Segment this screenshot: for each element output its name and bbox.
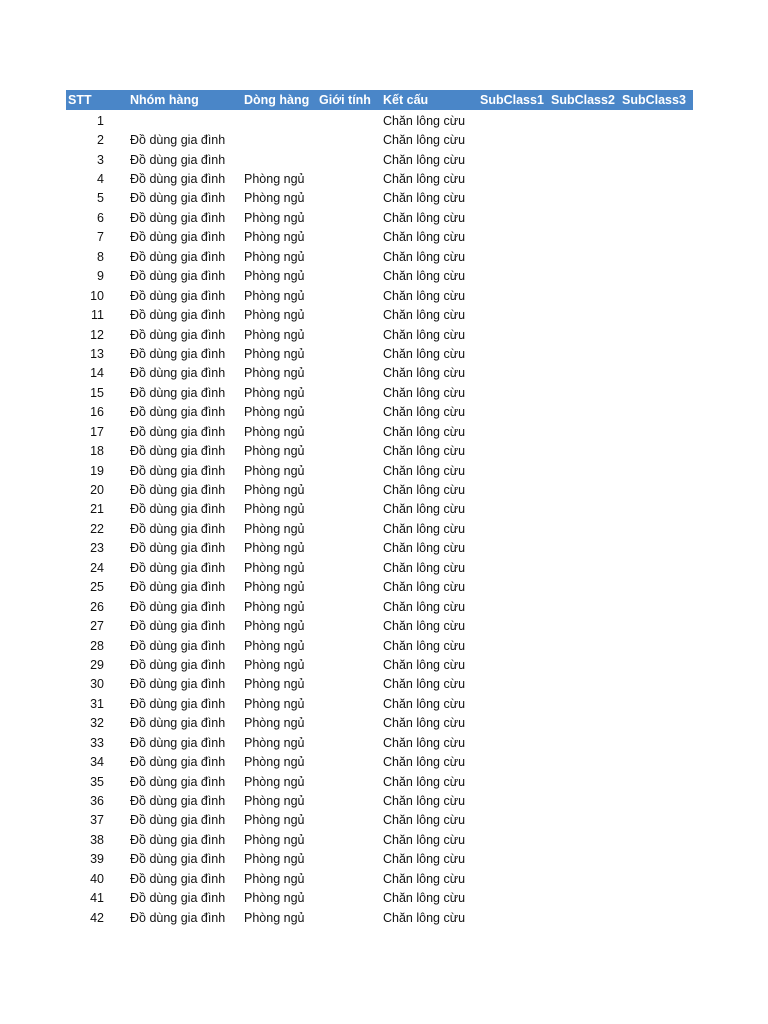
table-row xyxy=(66,228,693,247)
cell-stt[interactable]: 15 xyxy=(90,385,104,400)
cell-structure[interactable]: Chăn lông cừu xyxy=(383,716,466,731)
cell-stt[interactable]: 19 xyxy=(90,463,104,478)
cell-stt[interactable]: 29 xyxy=(90,657,104,672)
table-header xyxy=(66,90,693,110)
cell-structure[interactable]: Chăn lông cừu xyxy=(383,619,466,634)
cell-structure[interactable]: Chăn lông cừu xyxy=(383,541,466,556)
cell-structure[interactable]: Chăn lông cừu xyxy=(383,385,466,400)
cell-product-line[interactable]: Phòng ngủ xyxy=(244,716,305,731)
cell-product-line[interactable]: Phòng ngủ xyxy=(244,657,305,672)
cell-stt[interactable]: 27 xyxy=(90,619,104,634)
cell-product-group[interactable]: Đồ dùng gia đình xyxy=(130,424,226,439)
table-row xyxy=(66,597,693,616)
cell-structure[interactable]: Chăn lông cừu xyxy=(383,308,466,323)
header-product-line[interactable]: Dòng hàng xyxy=(244,93,310,107)
cell-stt[interactable]: 42 xyxy=(90,910,104,925)
cell-product-group[interactable]: Đồ dùng gia đình xyxy=(130,657,226,672)
table-row xyxy=(66,714,693,733)
header-stt[interactable]: STT xyxy=(68,93,92,107)
cell-stt[interactable]: 24 xyxy=(90,560,104,575)
cell-structure[interactable]: Chăn lông cừu xyxy=(383,288,466,303)
table-row xyxy=(66,558,693,577)
cell-product-line[interactable]: Phòng ngủ xyxy=(244,910,305,925)
cell-stt[interactable]: 5 xyxy=(97,191,104,206)
header-subclass2[interactable]: SubClass2 xyxy=(551,93,615,107)
cell-structure[interactable]: Chăn lông cừu xyxy=(383,230,466,245)
cell-product-line[interactable]: Phòng ngủ xyxy=(244,405,305,420)
table-row xyxy=(66,850,693,869)
cell-structure[interactable]: Chăn lông cừu xyxy=(383,657,466,672)
cell-product-line[interactable]: Phòng ngủ xyxy=(244,696,305,711)
cell-structure[interactable]: Chăn lông cừu xyxy=(383,210,466,225)
cell-stt[interactable]: 34 xyxy=(90,755,104,770)
cell-stt[interactable]: 35 xyxy=(90,774,104,789)
cell-product-line[interactable]: Phòng ngủ xyxy=(244,774,305,789)
table-row xyxy=(66,811,693,830)
cell-structure[interactable]: Chăn lông cừu xyxy=(383,774,466,789)
cell-product-line[interactable]: Phòng ngủ xyxy=(244,755,305,770)
header-subclass3[interactable]: SubClass3 xyxy=(622,93,686,107)
cell-structure[interactable]: Chăn lông cừu xyxy=(383,599,466,614)
cell-product-line[interactable]: Phòng ngủ xyxy=(244,191,305,206)
cell-stt[interactable]: 4 xyxy=(97,172,104,187)
cell-product-line[interactable]: Phòng ngủ xyxy=(244,327,305,342)
cell-structure[interactable]: Chăn lông cừu xyxy=(383,502,466,517)
cell-product-group[interactable]: Đồ dùng gia đình xyxy=(130,191,226,206)
cell-stt[interactable]: 28 xyxy=(90,638,104,653)
table-row xyxy=(66,500,693,519)
cell-product-line[interactable]: Phòng ngủ xyxy=(244,560,305,575)
cell-product-line[interactable]: Phòng ngủ xyxy=(244,366,305,381)
cell-product-group[interactable]: Đồ dùng gia đình xyxy=(130,210,226,225)
table-row xyxy=(66,247,693,266)
cell-product-group[interactable]: Đồ dùng gia đình xyxy=(130,774,226,789)
cell-stt[interactable]: 11 xyxy=(91,308,104,323)
cell-product-line[interactable]: Phòng ngủ xyxy=(244,891,305,906)
cell-product-group[interactable]: Đồ dùng gia đình xyxy=(130,308,226,323)
cell-structure[interactable]: Chăn lông cừu xyxy=(383,483,466,498)
cell-structure[interactable]: Chăn lông cừu xyxy=(383,152,466,167)
cell-product-group[interactable]: Đồ dùng gia đình xyxy=(130,735,226,750)
table-row xyxy=(66,150,693,169)
table-row xyxy=(66,441,693,460)
cell-product-group[interactable]: Đồ dùng gia đình xyxy=(130,696,226,711)
table-row xyxy=(66,305,693,324)
table-row xyxy=(66,325,693,344)
cell-structure[interactable]: Chăn lông cừu xyxy=(383,444,466,459)
cell-structure[interactable]: Chăn lông cừu xyxy=(383,521,466,536)
cell-product-line[interactable]: Phòng ngủ xyxy=(244,385,305,400)
cell-stt[interactable]: 9 xyxy=(97,269,104,284)
cell-stt[interactable]: 6 xyxy=(97,210,104,225)
cell-structure[interactable]: Chăn lông cừu xyxy=(383,871,466,886)
cell-stt[interactable]: 38 xyxy=(90,832,104,847)
table-row xyxy=(66,383,693,402)
table-row xyxy=(66,616,693,635)
cell-structure[interactable]: Chăn lông cừu xyxy=(383,852,466,867)
cell-stt[interactable]: 32 xyxy=(90,716,104,731)
cell-product-line[interactable]: Phòng ngủ xyxy=(244,424,305,439)
table-row xyxy=(66,267,693,286)
table-row xyxy=(66,364,693,383)
cell-product-group[interactable]: Đồ dùng gia đình xyxy=(130,832,226,847)
cell-structure[interactable]: Chăn lông cừu xyxy=(383,638,466,653)
table-row xyxy=(66,480,693,499)
table-row xyxy=(66,772,693,791)
cell-stt[interactable]: 12 xyxy=(90,327,104,342)
header-subclass1[interactable]: SubClass1 xyxy=(480,93,544,107)
cell-product-line[interactable]: Phòng ngủ xyxy=(244,852,305,867)
cell-product-group[interactable]: Đồ dùng gia đình xyxy=(130,599,226,614)
cell-product-group[interactable]: Đồ dùng gia đình xyxy=(130,249,226,264)
spreadsheet xyxy=(66,90,693,927)
cell-product-group[interactable]: Đồ dùng gia đình xyxy=(130,638,226,653)
cell-stt[interactable]: 3 xyxy=(97,152,104,167)
cell-structure[interactable]: Chăn lông cừu xyxy=(383,580,466,595)
cell-structure[interactable]: Chăn lông cừu xyxy=(383,813,466,828)
cell-product-group[interactable]: Đồ dùng gia đình xyxy=(130,716,226,731)
cell-product-line[interactable]: Phòng ngủ xyxy=(244,735,305,750)
table-row xyxy=(66,889,693,908)
cell-structure[interactable]: Chăn lông cừu xyxy=(383,677,466,692)
cell-product-line[interactable]: Phòng ngủ xyxy=(244,308,305,323)
cell-product-group[interactable]: Đồ dùng gia đình xyxy=(130,502,226,517)
cell-product-group[interactable]: Đồ dùng gia đình xyxy=(130,366,226,381)
cell-stt[interactable]: 18 xyxy=(90,444,104,459)
cell-product-line[interactable]: Phòng ngủ xyxy=(244,794,305,809)
cell-product-group[interactable]: Đồ dùng gia đình xyxy=(130,813,226,828)
cell-product-group[interactable]: Đồ dùng gia đình xyxy=(130,910,226,925)
cell-stt[interactable]: 16 xyxy=(90,405,104,420)
cell-product-group[interactable]: Đồ dùng gia đình xyxy=(130,152,226,167)
table-row xyxy=(66,694,693,713)
cell-structure[interactable]: Chăn lông cừu xyxy=(383,249,466,264)
cell-stt[interactable]: 14 xyxy=(90,366,104,381)
cell-product-group[interactable]: Đồ dùng gia đình xyxy=(130,677,226,692)
cell-product-group[interactable]: Đồ dùng gia đình xyxy=(130,891,226,906)
cell-structure[interactable]: Chăn lông cừu xyxy=(383,832,466,847)
cell-product-group[interactable]: Đồ dùng gia đình xyxy=(130,483,226,498)
table-row xyxy=(66,519,693,538)
cell-stt[interactable]: 13 xyxy=(90,346,104,361)
cell-product-group[interactable]: Đồ dùng gia đình xyxy=(130,269,226,284)
cell-product-group[interactable]: Đồ dùng gia đình xyxy=(130,852,226,867)
table-row xyxy=(66,461,693,480)
cell-stt[interactable]: 40 xyxy=(90,871,104,886)
cell-stt[interactable]: 2 xyxy=(97,133,104,148)
table-row xyxy=(66,130,693,149)
cell-stt[interactable]: 21 xyxy=(90,502,104,517)
cell-stt[interactable]: 39 xyxy=(90,852,104,867)
cell-product-line[interactable]: Phòng ngủ xyxy=(244,230,305,245)
cell-product-line[interactable]: Phòng ngủ xyxy=(244,638,305,653)
cell-stt[interactable]: 23 xyxy=(90,541,104,556)
table-row xyxy=(66,578,693,597)
cell-product-group[interactable]: Đồ dùng gia đình xyxy=(130,560,226,575)
cell-stt[interactable]: 10 xyxy=(90,288,104,303)
cell-structure[interactable]: Chăn lông cừu xyxy=(383,269,466,284)
table-row xyxy=(66,169,693,188)
cell-product-group[interactable]: Đồ dùng gia đình xyxy=(130,619,226,634)
table-row xyxy=(66,869,693,888)
table-row xyxy=(66,539,693,558)
cell-stt[interactable]: 25 xyxy=(90,580,104,595)
cell-product-line[interactable]: Phòng ngủ xyxy=(244,288,305,303)
table-row xyxy=(66,908,693,927)
table-row xyxy=(66,791,693,810)
table-row xyxy=(66,830,693,849)
cell-product-group[interactable]: Đồ dùng gia đình xyxy=(130,230,226,245)
header-product-group[interactable]: Nhóm hàng xyxy=(130,93,199,107)
cell-product-line[interactable]: Phòng ngủ xyxy=(244,502,305,517)
cell-structure[interactable]: Chăn lông cừu xyxy=(383,794,466,809)
cell-structure[interactable]: Chăn lông cừu xyxy=(383,327,466,342)
cell-stt[interactable]: 7 xyxy=(97,230,104,245)
cell-product-group[interactable]: Đồ dùng gia đình xyxy=(130,755,226,770)
cell-stt[interactable]: 20 xyxy=(90,483,104,498)
cell-product-line[interactable]: Phòng ngủ xyxy=(244,813,305,828)
cell-structure[interactable]: Chăn lông cừu xyxy=(383,424,466,439)
cell-stt[interactable]: 26 xyxy=(90,599,104,614)
cell-structure[interactable]: Chăn lông cừu xyxy=(383,891,466,906)
table-row xyxy=(66,208,693,227)
cell-product-group[interactable]: Đồ dùng gia đình xyxy=(130,521,226,536)
cell-stt[interactable]: 31 xyxy=(90,696,104,711)
cell-product-line[interactable]: Phòng ngủ xyxy=(244,832,305,847)
cell-product-line[interactable]: Phòng ngủ xyxy=(244,599,305,614)
cell-structure[interactable]: Chăn lông cừu xyxy=(383,191,466,206)
cell-product-line[interactable]: Phòng ngủ xyxy=(244,269,305,284)
cell-structure[interactable]: Chăn lông cừu xyxy=(383,463,466,478)
cell-product-group[interactable]: Đồ dùng gia đình xyxy=(130,794,226,809)
cell-stt[interactable]: 41 xyxy=(90,891,104,906)
cell-product-group[interactable]: Đồ dùng gia đình xyxy=(130,172,226,187)
cell-product-line[interactable]: Phòng ngủ xyxy=(244,483,305,498)
cell-product-group[interactable]: Đồ dùng gia đình xyxy=(130,463,226,478)
cell-product-line[interactable]: Phòng ngủ xyxy=(244,210,305,225)
cell-product-group[interactable]: Đồ dùng gia đình xyxy=(130,288,226,303)
cell-structure[interactable]: Chăn lông cừu xyxy=(383,560,466,575)
cell-product-line[interactable]: Phòng ngủ xyxy=(244,541,305,556)
cell-structure[interactable]: Chăn lông cừu xyxy=(383,735,466,750)
table-row xyxy=(66,422,693,441)
cell-stt[interactable]: 17 xyxy=(90,424,104,439)
cell-structure[interactable]: Chăn lông cừu xyxy=(383,405,466,420)
cell-structure[interactable]: Chăn lông cừu xyxy=(383,133,466,148)
cell-stt[interactable]: 36 xyxy=(90,794,104,809)
table-row xyxy=(66,655,693,674)
cell-stt[interactable]: 30 xyxy=(90,677,104,692)
cell-product-group[interactable]: Đồ dùng gia đình xyxy=(130,580,226,595)
cell-product-line[interactable]: Phòng ngủ xyxy=(244,444,305,459)
header-gender[interactable]: Giới tính xyxy=(319,93,371,107)
table-row xyxy=(66,189,693,208)
cell-product-line[interactable]: Phòng ngủ xyxy=(244,580,305,595)
cell-stt[interactable]: 1 xyxy=(97,113,104,128)
cell-product-group[interactable]: Đồ dùng gia đình xyxy=(130,405,226,420)
cell-product-group[interactable]: Đồ dùng gia đình xyxy=(130,133,226,148)
cell-product-line[interactable]: Phòng ngủ xyxy=(244,677,305,692)
cell-product-line[interactable]: Phòng ngủ xyxy=(244,871,305,886)
cell-structure[interactable]: Chăn lông cừu xyxy=(383,346,466,361)
cell-structure[interactable]: Chăn lông cừu xyxy=(383,366,466,381)
cell-product-line[interactable]: Phòng ngủ xyxy=(244,172,305,187)
cell-stt[interactable]: 37 xyxy=(90,813,104,828)
cell-product-group[interactable]: Đồ dùng gia đình xyxy=(130,444,226,459)
cell-product-group[interactable]: Đồ dùng gia đình xyxy=(130,541,226,556)
cell-structure[interactable]: Chăn lông cừu xyxy=(383,696,466,711)
table-row xyxy=(66,636,693,655)
table-row xyxy=(66,403,693,422)
table-row xyxy=(66,675,693,694)
table-body xyxy=(66,111,693,927)
table-row xyxy=(66,752,693,771)
cell-structure[interactable]: Chăn lông cừu xyxy=(383,910,466,925)
table-row xyxy=(66,733,693,752)
cell-structure[interactable]: Chăn lông cừu xyxy=(383,172,466,187)
cell-product-group[interactable]: Đồ dùng gia đình xyxy=(130,871,226,886)
cell-product-line[interactable]: Phòng ngủ xyxy=(244,521,305,536)
table-row xyxy=(66,344,693,363)
cell-product-line[interactable]: Phòng ngủ xyxy=(244,463,305,478)
cell-product-line[interactable]: Phòng ngủ xyxy=(244,619,305,634)
table-row xyxy=(66,111,693,130)
table-row xyxy=(66,286,693,305)
cell-product-group[interactable]: Đồ dùng gia đình xyxy=(130,346,226,361)
cell-product-line[interactable]: Phòng ngủ xyxy=(244,249,305,264)
cell-stt[interactable]: 33 xyxy=(90,735,104,750)
cell-product-group[interactable]: Đồ dùng gia đình xyxy=(130,327,226,342)
cell-product-line[interactable]: Phòng ngủ xyxy=(244,346,305,361)
cell-structure[interactable]: Chăn lông cừu xyxy=(383,755,466,770)
header-structure[interactable]: Kết cấu xyxy=(383,93,429,107)
cell-product-group[interactable]: Đồ dùng gia đình xyxy=(130,385,226,400)
cell-structure[interactable]: Chăn lông cừu xyxy=(383,113,466,128)
cell-stt[interactable]: 8 xyxy=(97,249,104,264)
cell-stt[interactable]: 22 xyxy=(90,521,104,536)
